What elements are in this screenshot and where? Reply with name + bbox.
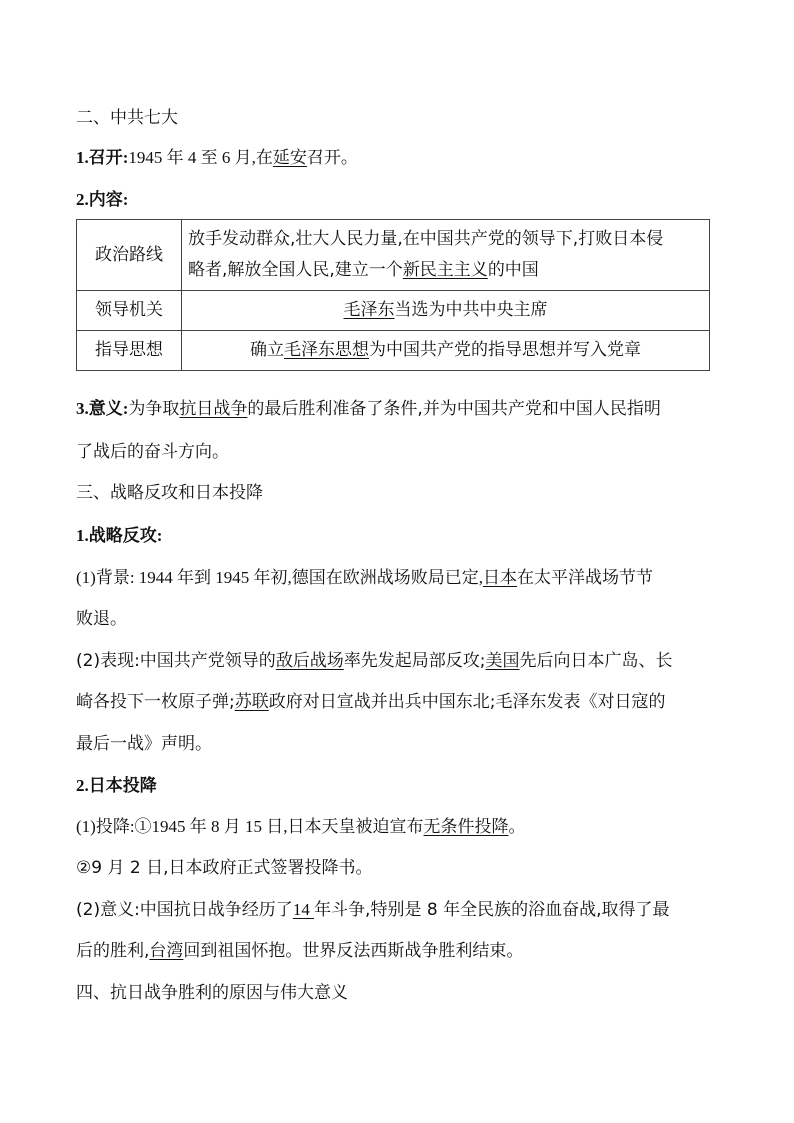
blank-taiwan: 台湾 <box>149 941 184 961</box>
blank-soviet: 苏联 <box>234 692 269 712</box>
paragraph-manifestation-end: 最后一战》声明。 <box>76 734 212 754</box>
table-row <box>77 220 710 291</box>
blank-mao-thought: 毛泽东思想 <box>284 340 369 360</box>
paragraph-background-cont: 败退。 <box>76 609 127 629</box>
section-heading-2: 二、中共七大 <box>76 108 178 128</box>
paragraph-manifestation-cont: 崎各投下一枚原子弹;苏联政府对日宣战并出兵中国东北;毛泽东发表《对日寇的 <box>76 692 666 712</box>
blank-enemy-rear: 敌后战场 <box>275 651 344 671</box>
paragraph-background: (1)背景: 1944 年到 1945 年初,德国在欧洲战场败局已定,日本在太平洋战场节节 <box>76 568 654 588</box>
blank-new-democracy: 新民主主义 <box>402 260 488 280</box>
blank-yanan: 延安 <box>272 148 307 168</box>
paragraph-surrender-2: ②9 月 2 日,日本政府正式签署投降书。 <box>76 858 373 878</box>
paragraph-significance-cont: 了战后的奋斗方向。 <box>76 442 229 462</box>
congress-content-table <box>76 219 710 371</box>
paragraph-surrender: (1)投降:①1945 年 8 月 15 日,日本天皇被迫宣布无条件投降。 <box>76 817 526 837</box>
paragraph-manifestation: (2)表现:中国共产党领导的敌后战场率先发起局部反攻;美国先后向日本广岛、长 <box>76 651 673 671</box>
table-value: 放手发动群众,壮大人民力量,在中国共产党的领导下,打败日本侵 略者,解放全国人民,建立一个新民主主义的中国 <box>182 220 710 291</box>
blank-usa: 美国 <box>485 651 520 671</box>
blank-mao: 毛泽东 <box>343 300 395 320</box>
paragraph-convene: 1.召开:1945 年 4 至 6 月,在延安召开。 <box>76 148 358 168</box>
section-heading-4: 四、抗日战争胜利的原因与伟大意义 <box>76 983 348 1003</box>
paragraph-counteroffensive-label: 1.战略反攻: <box>76 526 163 545</box>
paragraph-victory-significance-cont: 后的胜利,台湾回到祖国怀抱。世界反法西斯战争胜利结束。 <box>76 941 524 961</box>
table-key: 领导机关 <box>77 291 182 331</box>
blank-unconditional: 无条件投降 <box>423 817 509 837</box>
table-key: 指导思想 <box>77 331 182 371</box>
table-value: 确立毛泽东思想为中国共产党的指导思想并写入党章 <box>182 331 710 371</box>
table-row <box>77 291 710 331</box>
paragraph-content-label: 2.内容: <box>76 190 129 209</box>
table-key: 政治路线 <box>77 220 182 291</box>
table-value: 毛泽东当选为中共中央主席 <box>182 291 710 331</box>
blank-japan: 日本 <box>483 568 518 588</box>
blank-anti-japanese-war: 抗日战争 <box>179 399 248 419</box>
paragraph-surrender-label: 2.日本投降 <box>76 776 157 795</box>
table-row <box>77 331 710 371</box>
paragraph-significance: 3.意义:为争取抗日战争的最后胜利准备了条件,并为中国共产党和中国人民指明 <box>76 399 661 419</box>
section-heading-3: 三、战略反攻和日本投降 <box>76 483 263 503</box>
blank-14-years: 14 <box>292 900 315 919</box>
paragraph-victory-significance: (2)意义:中国抗日战争经历了14 年斗争,特别是 8 年全民族的浴血奋战,取得了最 <box>76 900 670 920</box>
